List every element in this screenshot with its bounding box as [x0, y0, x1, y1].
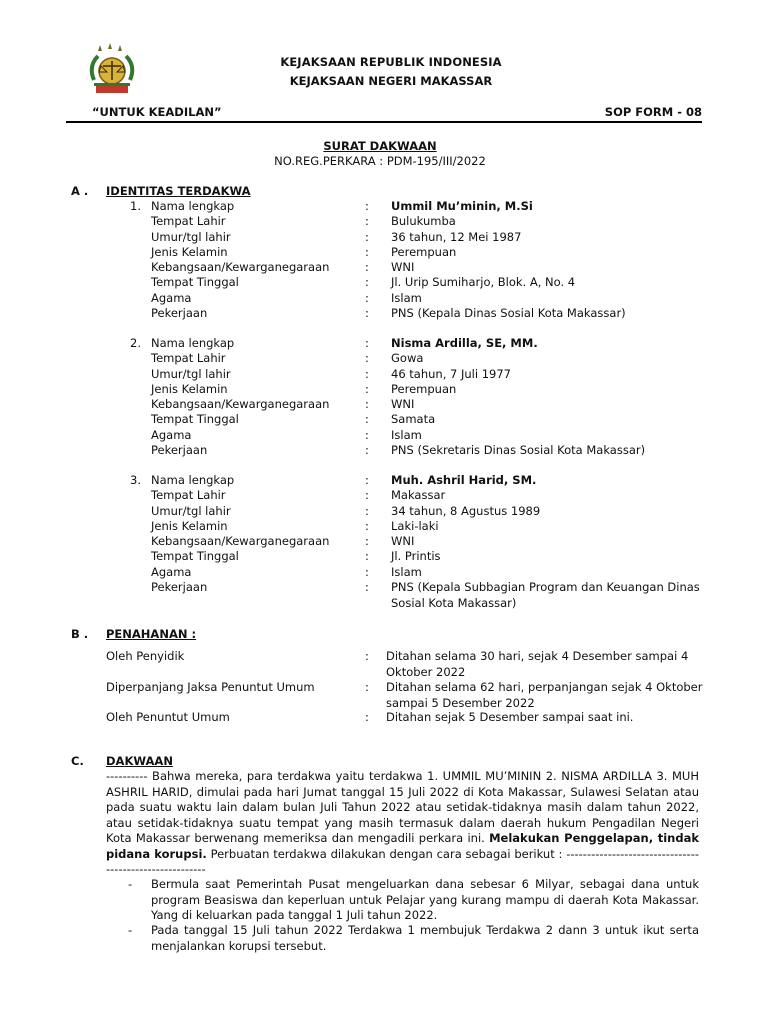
field-row: Tempat Lahir : Gowa	[0, 351, 768, 367]
field-label: Tempat Tinggal	[151, 549, 239, 563]
detention-label: Oleh Penyidik	[106, 649, 185, 663]
field-value: Perempuan	[391, 245, 457, 259]
field-row: Tempat Tinggal : Jl. Urip Sumiharjo, Blok. A, No. 4	[0, 275, 768, 291]
field-row: Pekerjaan : PNS (Kepala Dinas Sosial Kota Makassar)	[0, 306, 768, 322]
field-value: Nisma Ardilla, SE, MM.	[391, 336, 538, 350]
list-item-text: Pada tanggal 15 Juli tahun 2022 Terdakwa 1 membujuk Terdakwa 2 dann 3 untuk ikut serta menjalankan korupsi tersebut.	[151, 923, 699, 953]
field-label: Kebangsaan/Kewarganegaraan	[151, 534, 330, 548]
office-name: KEJAKSAAN NEGERI MAKASSAR	[289, 74, 493, 88]
section-a-letter: A .	[71, 184, 89, 198]
detention-label: Diperpanjang Jaksa Penuntut Umum	[106, 680, 315, 694]
kejaksaan-emblem-icon	[86, 42, 146, 100]
field-row: Tempat Tinggal : Samata	[0, 412, 768, 428]
field-label: Umur/tgl lahir	[151, 230, 231, 244]
field-value: Islam	[391, 565, 422, 579]
field-row: 3. Nama lengkap : Muh. Ashril Harid, SM.	[0, 473, 768, 489]
field-value: Perempuan	[391, 382, 457, 396]
field-label: Jenis Kelamin	[151, 519, 228, 533]
field-label: Nama lengkap	[151, 336, 235, 350]
indictment-text-cont: Perbuatan terdakwa dilakukan dengan cara sebagai berikut : --------------------------------------------------------	[106, 846, 699, 876]
field-row: Pekerjaan : PNS (Sekretaris Dinas Sosial Kota Makassar)	[0, 443, 768, 459]
section-b-title: PENAHANAN :	[106, 627, 197, 641]
field-row: Kebangsaan/Kewarganegaraan : WNI	[0, 534, 768, 550]
field-value: Jl. Urip Sumiharjo, Blok. A, No. 4	[391, 275, 576, 289]
field-value: PNS (Kepala Dinas Sosial Kota Makassar)	[391, 306, 626, 320]
field-value: Muh. Ashril Harid, SM.	[391, 473, 537, 487]
field-label: Agama	[151, 565, 192, 579]
field-label: Agama	[151, 428, 192, 442]
field-label: Nama lengkap	[151, 199, 235, 213]
indictment-text: ---------- Bahwa mereka, para terdakwa yaitu terdakwa 1. UMMIL MU’MININ 2. NISMA ARDILLA 3. MUH ASHRIL HARID, dimulai pada hari Jumat tanggal 15 Juli 2022 di Kota Makassar, Sulawesi Selatan atau pada suatu waktu lain dalam bulan Juli Tahun 2022 atau setidak-tidaknya masih dalam tahun 2022, atau setidak-tidaknya suatu tempat yang masih termasuk dalam daerah hukum Pengadilan Negeri Kota Makassar berwenang memeriksa dan mengadili perkara ini.	[106, 769, 699, 845]
document-page: KEJAKSAAN REPUBLIK INDONESIA KEJAKSAAN NEGERI MAKASSAR “UNTUK KEADILAN” SOP FORM - 08 SURAT DAKWAAN NO.REG.PERKARA : PDM-195/III/2022 A . IDENTITAS TERDAKWA 1. Nama lengkap : Ummil Mu’minin, M.Si Tempat Lahir : Bulukumba Umur/tgl lahir : 36 tahun, 12 Mei 1987 Jenis Kelamin : Perempuan Kebangsaan/Kewarganegaraan : WNI Tempat Tinggal : Jl. Urip Sumiharjo, Blok. A, No. 4 Agama : Islam Pekerjaan : PNS (Kepala Dinas Sosial Kota Makassar) 2. Nama lengkap : Nisma Ardilla, SE, MM. Tempat Lahir : Gowa Umur/tgl lahir : 46 tahun, 7 Juli 1977 Jenis Kelamin : Perempuan Kebangsaan/Kewarganegaraan : WNI Tempat Tinggal : Samata Agama : Islam Pekerjaan : PNS (Sekretaris Dinas Sosial Kota Makassar) 3. Nama lengkap : Muh. Ashril Harid, SM. Tempat Lahir : Makassar Umur/tgl lahir : 34 tahun, 8 Agustus 1989 Jenis Kelamin : Laki-laki Kebangsaan/Kewarganegaraan : WNI Tempat Tinggal : Jl. Printis Agama : Islam Pekerjaan : PNS (Kepala Subbagian Program dan Keuangan Dinas Sosial Kota Makassar) B . PENAHANAN : Oleh Penyidik : Ditahan selama 30 hari, sejak 4 Desember sampai 4 Oktober 2022 Diperpanjang Jaksa Penuntut Umum : Ditahan selama 62 hari, perpanjangan sejak 4 Oktober sampai 5 Desember 2022 Oleh Penuntut Umum : Ditahan sejak 5 Desember sampai saat ini. C. DAKWAAN ---------- Bahwa mereka, para terdakwa yaitu terdakwa 1. UMMIL MU’MININ 2. NISMA ARDILLA 3. MUH ASHRIL HARID, dimulai pada hari Jumat tanggal 15 Juli 2022 di Kota Makassar, Sulawesi Selatan atau pada suatu waktu lain dalam bulan Juli Tahun 2022 atau setidak-tidaknya masih dalam tahun 2022, atau setidak-tidaknya suatu tempat yang masih termasuk dalam daerah hukum Pengadilan Negeri Kota Makassar berwenang memeriksa dan mengadili perkara ini. Melakukan Penggelapan, tindak pidana korupsi. Perbuatan terdakwa dilakukan dengan cara sebagai berikut : -------------------------------------------------------- - Bermula saat Pemerintah Pusat mengeluarkan dana sebesar 6 Milyar, sebagai dana untuk program Beasiswa dan keperluan untuk Pelajar yang kurang mampu di daerah Kota Makassar. Yang di keluarkan pada tanggal 1 Juli tahun 2022. - Pada tanggal 15 Juli tahun 2022 Terdakwa 1 membujuk Terdakwa 2 dann 3 untuk ikut serta menjalankan korupsi tersebut.	[0, 0, 768, 1024]
field-value: 34 tahun, 8 Agustus 1989	[391, 504, 541, 518]
field-row: Tempat Lahir : Makassar	[0, 488, 768, 504]
field-label: Pekerjaan	[151, 306, 208, 320]
field-row: Agama : Islam	[0, 428, 768, 444]
field-row: Kebangsaan/Kewarganegaraan : WNI	[0, 260, 768, 276]
field-row: Umur/tgl lahir : 46 tahun, 7 Juli 1977	[0, 367, 768, 383]
field-row: Umur/tgl lahir : 36 tahun, 12 Mei 1987	[0, 230, 768, 246]
motto-row	[92, 105, 702, 121]
document-title: SURAT DAKWAAN	[323, 139, 437, 153]
field-label: Agama	[151, 291, 192, 305]
field-row: Jenis Kelamin : Perempuan	[0, 382, 768, 398]
defendant-number: 2.	[130, 336, 141, 350]
field-row: Jenis Kelamin : Laki-laki	[0, 519, 768, 535]
field-value: Bulukumba	[391, 214, 456, 228]
detention-label: Oleh Penuntut Umum	[106, 710, 230, 724]
section-a-title: IDENTITAS TERDAKWA	[106, 184, 251, 198]
detention-value: Ditahan sejak 5 Desember sampai saat ini.	[386, 710, 634, 724]
field-value: WNI	[391, 534, 415, 548]
registration-number: NO.REG.PERKARA : PDM-195/III/2022	[274, 154, 486, 168]
field-label: Jenis Kelamin	[151, 245, 228, 259]
field-label: Nama lengkap	[151, 473, 235, 487]
field-value: Gowa	[391, 351, 424, 365]
field-label: Jenis Kelamin	[151, 382, 228, 396]
indictment-paragraph	[106, 769, 699, 878]
field-row: Agama : Islam	[0, 291, 768, 307]
field-label: Tempat Tinggal	[151, 275, 239, 289]
field-value: Makassar	[391, 488, 446, 502]
field-row: 2. Nama lengkap : Nisma Ardilla, SE, MM.	[0, 336, 768, 352]
field-label: Tempat Lahir	[151, 351, 226, 365]
section-c-letter: C.	[71, 754, 84, 768]
field-row: Umur/tgl lahir : 34 tahun, 8 Agustus 1989	[0, 504, 768, 520]
field-row: Pekerjaan : PNS (Kepala Subbagian Program dan Keuangan Dinas Sosial Kota Makassar)	[0, 580, 768, 596]
field-value: 36 tahun, 12 Mei 1987	[391, 230, 522, 244]
field-row: 1. Nama lengkap : Ummil Mu’minin, M.Si	[0, 199, 768, 215]
field-row: Agama : Islam	[0, 565, 768, 581]
institution-name: KEJAKSAAN REPUBLIK INDONESIA	[280, 55, 502, 69]
form-code: SOP FORM - 08	[604, 105, 702, 119]
motto: “UNTUK KEADILAN”	[92, 105, 222, 119]
field-value: Islam	[391, 291, 422, 305]
field-value: WNI	[391, 397, 415, 411]
field-value: Ummil Mu’minin, M.Si	[391, 199, 533, 213]
field-label: Pekerjaan	[151, 580, 208, 594]
field-label: Kebangsaan/Kewarganegaraan	[151, 260, 330, 274]
section-c-title: DAKWAAN	[106, 754, 173, 768]
field-value: PNS (Sekretaris Dinas Sosial Kota Makassar)	[391, 443, 646, 457]
section-b-letter: B .	[71, 627, 89, 641]
field-row: Jenis Kelamin : Perempuan	[0, 245, 768, 261]
field-value: PNS (Kepala Subbagian Program dan Keuangan Dinas Sosial Kota Makassar)	[391, 580, 700, 610]
field-row: Tempat Lahir : Bulukumba	[0, 214, 768, 230]
header-divider	[66, 121, 702, 123]
field-label: Umur/tgl lahir	[151, 504, 231, 518]
field-label: Pekerjaan	[151, 443, 208, 457]
field-value: Islam	[391, 428, 422, 442]
field-label: Tempat Lahir	[151, 488, 226, 502]
field-value: 46 tahun, 7 Juli 1977	[391, 367, 511, 381]
field-label: Umur/tgl lahir	[151, 367, 231, 381]
defendant-number: 1.	[130, 199, 141, 213]
detention-value: Ditahan selama 30 hari, sejak 4 Desember sampai 4 Oktober 2022	[386, 649, 689, 679]
indictment-charge: Melakukan Penggelapan, tindak pidana korupsi.	[106, 831, 699, 861]
list-item-text: Bermula saat Pemerintah Pusat mengeluarkan dana sebesar 6 Milyar, sebagai dana untuk program Beasiswa dan keperluan untuk Pelajar yang kurang mampu di daerah Kota Makassar. Yang di keluarkan pada tanggal 1 Juli tahun 2022.	[151, 877, 699, 922]
detention-value: Ditahan selama 62 hari, perpanjangan sejak 4 Oktober sampai 5 Desember 2022	[386, 680, 703, 710]
field-value: Jl. Printis	[391, 549, 441, 563]
field-label: Tempat Tinggal	[151, 412, 239, 426]
field-label: Kebangsaan/Kewarganegaraan	[151, 397, 330, 411]
field-label: Tempat Lahir	[151, 214, 226, 228]
field-row: Kebangsaan/Kewarganegaraan : WNI	[0, 397, 768, 413]
field-value: Laki-laki	[391, 519, 439, 533]
field-value: WNI	[391, 260, 415, 274]
field-value: Samata	[391, 412, 436, 426]
field-row: Tempat Tinggal : Jl. Printis	[0, 549, 768, 565]
defendant-number: 3.	[130, 473, 141, 487]
